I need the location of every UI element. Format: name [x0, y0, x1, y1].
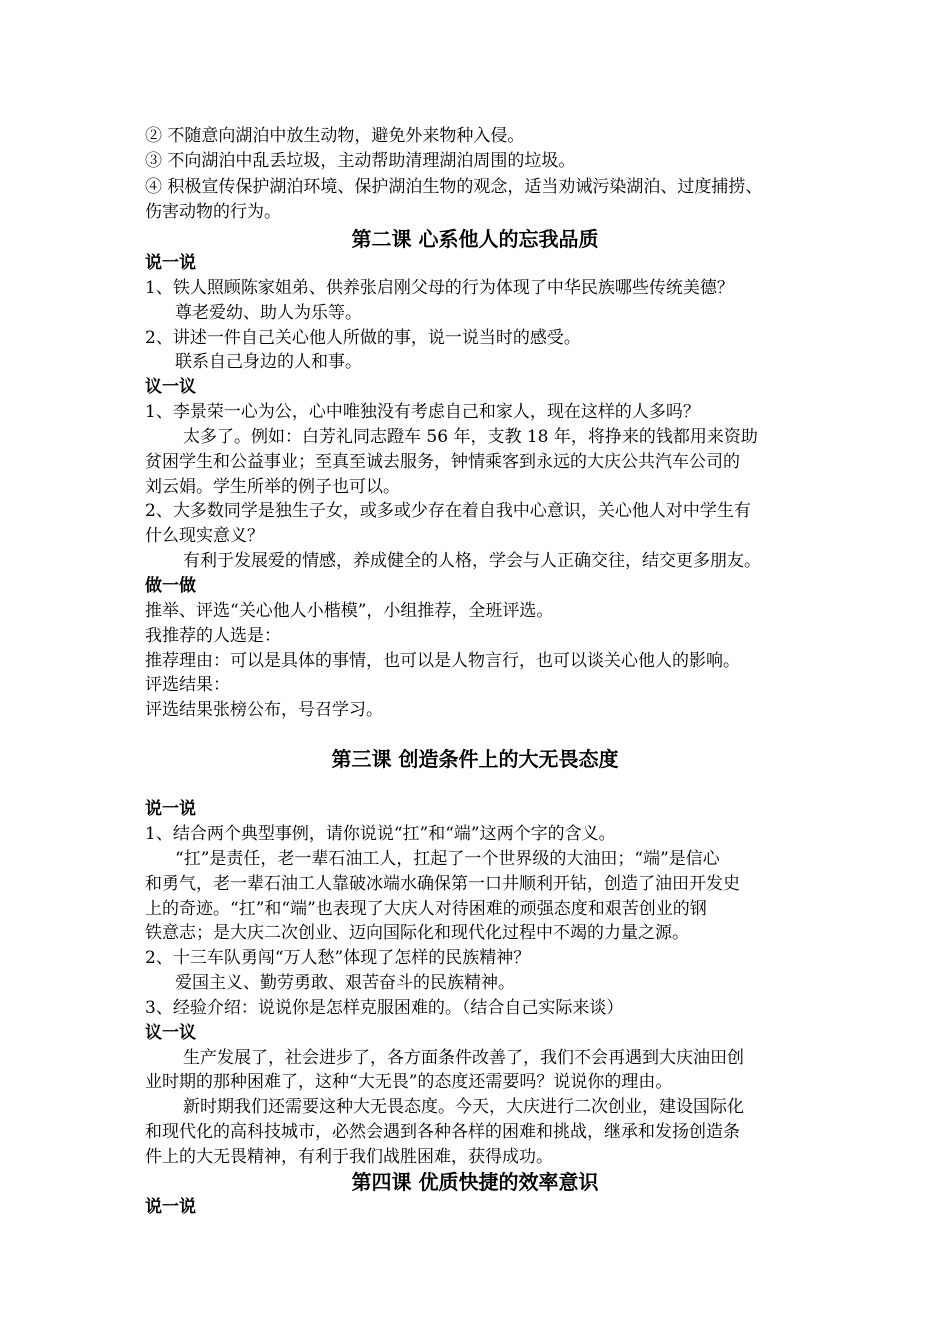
- lesson-3-question-3: 3、经验介绍：说说你是怎样克服困难的。（结合自己实际来谈）: [145, 998, 624, 1018]
- lesson-4-talk-heading: 说一说: [145, 1197, 196, 1217]
- lesson-2-question-1: 1、铁人照顾陈家姐弟、供养张启刚父母的行为体现了中华民族哪些传统美德？: [145, 278, 734, 298]
- lesson-2-talk-heading: 说一说: [145, 253, 196, 273]
- lesson-2-discuss-2-answer: 有利于发展爱的情感，养成健全的人格，学会与人正确交往，结交更多朋友。: [183, 551, 761, 571]
- lesson-2-answer-1: 尊老爱幼、助人为乐等。: [175, 303, 362, 323]
- lesson-3-title: 第三课 创造条件上的大无畏态度: [331, 747, 619, 771]
- lesson-2-discuss-1-answer-line-3: 刘云娟。学生所举的例子也可以。: [145, 477, 400, 497]
- lesson-2-do-2: 我推荐的人选是：: [145, 626, 281, 646]
- lesson-2-do-4: 评选结果：: [145, 675, 230, 695]
- lesson-2-discuss-2-line-1: 2、大多数同学是独生子女，或多或少存在着自我中心意识，关心他人对中学生有: [145, 501, 751, 521]
- lesson-2-do-5: 评选结果张榜公布，号召学习。: [145, 700, 383, 720]
- intro-item-4-line-2: 伤害动物的行为。: [145, 202, 281, 222]
- lesson-2-do-heading: 做一做: [145, 576, 196, 596]
- lesson-3-answer-1-line-3: 上的奇迹。“扛”和“端”也表现了大庆人对待困难的顽强态度和艰苦创业的钢: [145, 899, 707, 919]
- lesson-2-question-2: 2、讲述一件自己关心他人所做的事，说一说当时的感受。: [145, 328, 581, 348]
- lesson-3-answer-1-line-1: “扛”是责任，老一辈石油工人，扛起了一个世界级的大油田；“端”是信心: [175, 849, 720, 869]
- lesson-3-question-2: 2、十三车队勇闯“万人愁”体现了怎样的民族精神？: [145, 948, 531, 968]
- lesson-3-answer-1-line-4: 铁意志；是大庆二次创业、迈向国际化和现代化过程中不竭的力量之源。: [145, 923, 689, 943]
- lesson-2-do-3: 推荐理由：可以是具体的事情，也可以是人物言行，也可以谈关心他人的影响。: [145, 651, 740, 671]
- lesson-3-discuss-1-answer-line-1: 新时期我们还需要这种大无畏态度。今天，大庆进行二次创业，建设国际化: [183, 1097, 744, 1117]
- lesson-3-discuss-1-answer-line-3: 件上的大无畏精神，有利于我们战胜困难，获得成功。: [145, 1147, 553, 1167]
- lesson-3-answer-2: 爱国主义、勤劳勇敢、艰苦奋斗的民族精神。: [175, 973, 515, 993]
- lesson-3-discuss-1-line-2: 业时期的那种困难了，这种“大无畏”的态度还需要吗？说说你的理由。: [145, 1072, 673, 1092]
- lesson-2-discuss-heading: 议一议: [145, 377, 196, 397]
- lesson-2-title: 第二课 心系他人的忘我品质: [351, 227, 599, 251]
- lesson-2-discuss-1: 1、李景荣一心为公，心中唯独没有考虑自己和家人，现在这样的人多吗？: [145, 402, 700, 422]
- intro-item-3: ③ 不向湖泊中乱丢垃圾，主动帮助清理湖泊周围的垃圾。: [145, 151, 576, 171]
- lesson-3-discuss-heading: 议一议: [145, 1023, 196, 1043]
- lesson-3-discuss-1-answer-line-2: 和现代化的高科技城市，必然会遇到各种各样的困难和挑战，继承和发扬创造条: [145, 1122, 740, 1142]
- intro-item-4-line-1: ④ 积极宣传保护湖泊环境、保护湖泊生物的观念，适当劝诫污染湖泊、过度捕捞、: [145, 177, 763, 197]
- lesson-4-title: 第四课 优质快捷的效率意识: [351, 1170, 599, 1194]
- lesson-3-answer-1-line-2: 和勇气，老一辈石油工人靠破冰端水确保第一口井顺利开钻，创造了油田开发史: [145, 874, 740, 894]
- lesson-2-discuss-2-line-2: 什么现实意义？: [145, 526, 264, 546]
- lesson-2-answer-2: 联系自己身边的人和事。: [175, 352, 362, 372]
- lesson-3-talk-heading: 说一说: [145, 799, 196, 819]
- lesson-2-do-1: 推举、评选“关心他人小楷模”，小组推荐，全班评选。: [145, 601, 554, 621]
- lesson-3-discuss-1-line-1: 生产发展了，社会进步了，各方面条件改善了，我们不会再遇到大庆油田创: [183, 1048, 744, 1068]
- intro-item-2: ② 不随意向湖泊中放生动物，避免外来物种入侵。: [145, 126, 525, 146]
- lesson-2-discuss-1-answer-line-2: 贫困学生和公益事业；至真至诚去服务，钟情乘客到永远的大庆公共汽车公司的: [145, 452, 740, 472]
- lesson-2-discuss-1-answer-line-1: 太多了。例如：白芳礼同志蹬车 56 年，支教 18 年，将挣来的钱都用来资助: [183, 427, 758, 447]
- lesson-3-question-1: 1、结合两个典型事例，请你说说“扛”和“端”这两个字的含义。: [145, 824, 616, 844]
